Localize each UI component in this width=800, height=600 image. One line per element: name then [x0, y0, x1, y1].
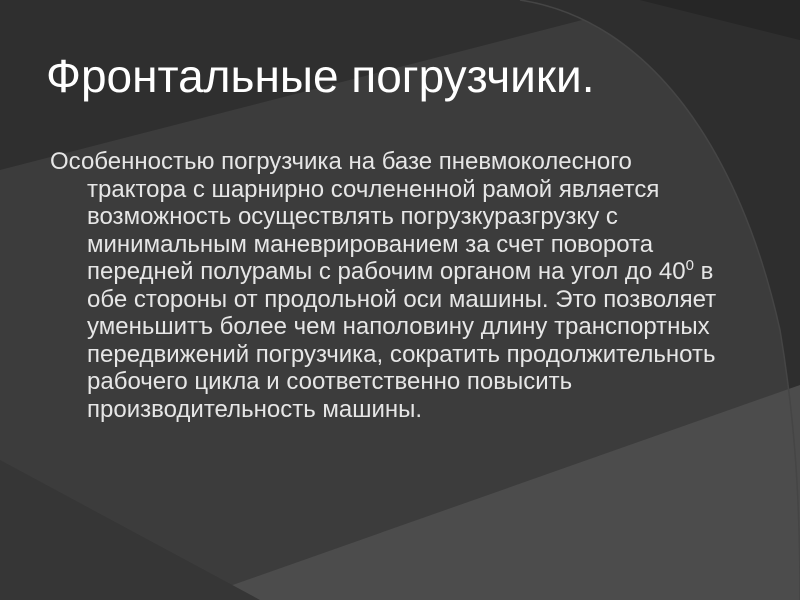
degree-superscript: 0 [685, 257, 694, 274]
slide-body-text [50, 148, 727, 423]
body-text-part2: в обе стороны от продольной оси машины. Это позволяет уменьшитъ более чем наполовину длину транспортных передвижений погрузчика, сократить продолжительноть рабочего цикла и соответственно повысить производительность машины. [87, 258, 717, 423]
body-text-part1: Особенностью погрузчика на базе пневмоколесного трактора с шарнирно сочлененной рамой является возможность осуществлять погрузкуразгрузку с минимальным маневрированием за счет поворота передней полурамы с рабочим органом на угол до 40 [50, 148, 686, 285]
slide-title: Фронтальные погрузчики. [46, 50, 595, 102]
